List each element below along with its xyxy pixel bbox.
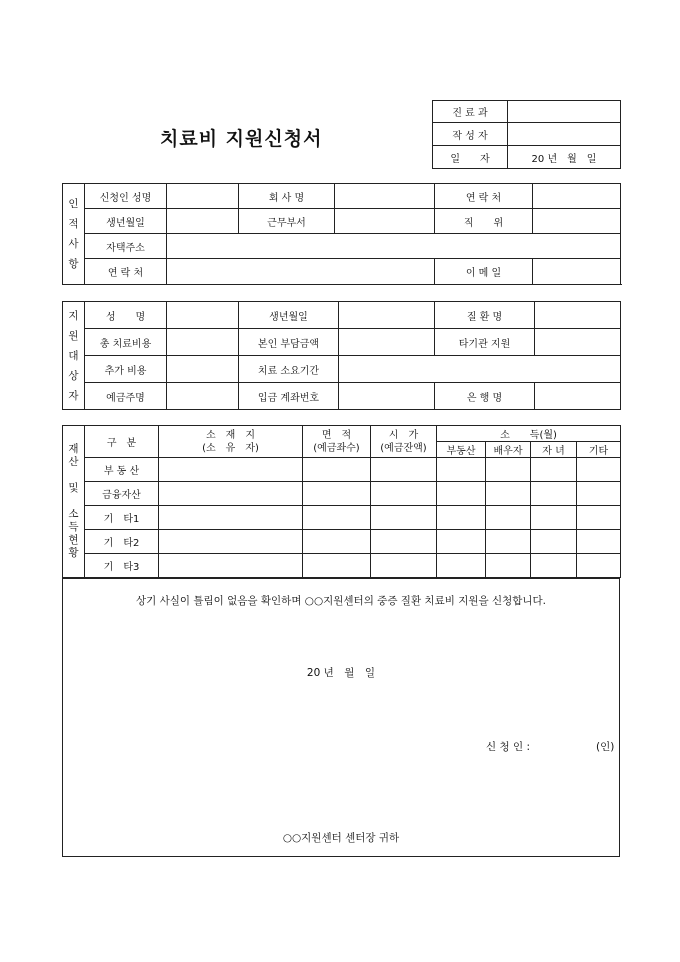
asset-cell[interactable] xyxy=(577,506,621,530)
income-col-spouse: 배우자 xyxy=(486,442,531,458)
income-header: 소 득(월) xyxy=(437,426,621,442)
target-info-table xyxy=(62,301,621,410)
income-col-other: 기타 xyxy=(577,442,621,458)
assets-table xyxy=(62,425,621,578)
self-pay-field[interactable] xyxy=(339,329,435,356)
approval-label-date: 일 자 xyxy=(433,146,508,169)
depositor-field[interactable] xyxy=(167,383,239,410)
bank-label: 은 행 명 xyxy=(435,383,535,410)
disease-label: 질 환 명 xyxy=(435,302,535,329)
asset-cell[interactable] xyxy=(486,554,531,578)
asset-cell[interactable] xyxy=(577,482,621,506)
asset-cell[interactable] xyxy=(371,482,437,506)
row-label-other2: 기 타2 xyxy=(85,530,159,554)
row-label-realestate: 부 동 산 xyxy=(85,458,159,482)
asset-cell[interactable] xyxy=(303,530,371,554)
extra-cost-label: 추가 비용 xyxy=(85,356,167,383)
account-label: 입금 계좌번호 xyxy=(239,383,339,410)
asset-cell[interactable] xyxy=(531,458,577,482)
period-field[interactable] xyxy=(339,356,621,383)
asset-cell[interactable] xyxy=(486,530,531,554)
company-field[interactable] xyxy=(335,184,435,209)
depositor-label: 예금주명 xyxy=(85,383,167,410)
seal-mark: (인) xyxy=(596,741,615,753)
personal-info-table xyxy=(62,183,621,285)
other-support-label: 타기관 지원 xyxy=(435,329,535,356)
asset-cell[interactable] xyxy=(531,482,577,506)
contact-label: 연 락 처 xyxy=(435,184,533,209)
area-header: 면 적 (예금좌수) xyxy=(303,426,371,458)
approval-dept-value[interactable] xyxy=(508,101,621,123)
asset-cell[interactable] xyxy=(437,458,486,482)
asset-cell[interactable] xyxy=(531,554,577,578)
income-col-realestate: 부동산 xyxy=(437,442,486,458)
assets-section-label: 재 산 및 소 득 현 황 xyxy=(63,426,85,578)
personal-section-label: 인 적 사 항 xyxy=(63,184,85,285)
asset-cell[interactable] xyxy=(159,530,303,554)
company-label: 회 사 명 xyxy=(239,184,335,209)
asset-cell[interactable] xyxy=(303,554,371,578)
asset-cell[interactable] xyxy=(486,482,531,506)
asset-cell[interactable] xyxy=(486,506,531,530)
address-label: 자택주소 xyxy=(85,234,167,259)
asset-cell[interactable] xyxy=(303,482,371,506)
disease-field[interactable] xyxy=(535,302,621,329)
approval-date-value[interactable]: 20 년 월 일 xyxy=(508,146,621,169)
asset-cell[interactable] xyxy=(159,506,303,530)
cost-field[interactable] xyxy=(167,329,239,356)
asset-cell[interactable] xyxy=(577,458,621,482)
category-header: 구 분 xyxy=(85,426,159,458)
extra-cost-field[interactable] xyxy=(167,356,239,383)
department-field[interactable] xyxy=(335,209,435,234)
target-birth-label: 생년월일 xyxy=(239,302,339,329)
approval-label-dept: 진 료 과 xyxy=(433,101,508,123)
asset-cell[interactable] xyxy=(371,506,437,530)
contact2-field[interactable] xyxy=(167,259,435,285)
asset-cell[interactable] xyxy=(486,458,531,482)
target-name-field[interactable] xyxy=(167,302,239,329)
row-label-financial: 금융자산 xyxy=(85,482,159,506)
applicant-name-field[interactable] xyxy=(167,184,239,209)
asset-cell[interactable] xyxy=(159,554,303,578)
asset-cell[interactable] xyxy=(531,530,577,554)
email-label: 이 메 일 xyxy=(435,259,533,285)
recipient-line: ○○지원센터 센터장 귀하 xyxy=(282,832,400,844)
row-label-other3: 기 타3 xyxy=(85,554,159,578)
birth-field[interactable] xyxy=(167,209,239,234)
birth-label: 생년월일 xyxy=(85,209,167,234)
asset-cell[interactable] xyxy=(159,458,303,482)
asset-cell[interactable] xyxy=(303,506,371,530)
declaration-statement: 상기 사실이 틀림이 없음을 확인하며 ○○지원센터의 중증 질환 치료비 지원을 신청합니다. xyxy=(135,595,547,607)
target-section-label: 지 원 대 상 자 xyxy=(63,302,85,410)
approval-label-writer: 작 성 자 xyxy=(433,123,508,146)
asset-cell[interactable] xyxy=(371,530,437,554)
bank-field[interactable] xyxy=(535,383,621,410)
department-label: 근무부서 xyxy=(239,209,335,234)
target-name-label: 성 명 xyxy=(85,302,167,329)
contact-field[interactable] xyxy=(533,184,621,209)
asset-cell[interactable] xyxy=(437,530,486,554)
position-label: 직 위 xyxy=(435,209,533,234)
page-title: 치료비 지원신청서 xyxy=(160,128,323,150)
contact2-label: 연 락 처 xyxy=(85,259,167,285)
row-label-other1: 기 타1 xyxy=(85,506,159,530)
declaration-box xyxy=(62,578,620,857)
account-field[interactable] xyxy=(339,383,435,410)
approval-table xyxy=(432,100,621,169)
income-col-children: 자 녀 xyxy=(531,442,577,458)
asset-cell[interactable] xyxy=(303,458,371,482)
cost-label: 총 치료비용 xyxy=(85,329,167,356)
price-header: 시 가 (예금잔액) xyxy=(371,426,437,458)
position-field[interactable] xyxy=(533,209,621,234)
other-support-field[interactable] xyxy=(535,329,621,356)
asset-cell[interactable] xyxy=(531,506,577,530)
approval-writer-value[interactable] xyxy=(508,123,621,146)
applicant-signature-label: 신 청 인 : xyxy=(486,741,530,753)
self-pay-label: 본인 부담금액 xyxy=(239,329,339,356)
address-field[interactable] xyxy=(167,234,621,259)
location-header: 소 재 지 (소 유 자) xyxy=(159,426,303,458)
declaration-date: 20 년 월 일 xyxy=(306,667,376,679)
asset-cell[interactable] xyxy=(371,554,437,578)
asset-cell[interactable] xyxy=(437,554,486,578)
asset-cell[interactable] xyxy=(159,482,303,506)
asset-cell[interactable] xyxy=(577,554,621,578)
period-label: 치료 소요기간 xyxy=(239,356,339,383)
asset-cell[interactable] xyxy=(371,458,437,482)
asset-cell[interactable] xyxy=(437,482,486,506)
applicant-name-label: 신청인 성명 xyxy=(85,184,167,209)
asset-cell[interactable] xyxy=(437,506,486,530)
target-birth-field[interactable] xyxy=(339,302,435,329)
asset-cell[interactable] xyxy=(577,530,621,554)
email-field[interactable] xyxy=(533,259,621,285)
